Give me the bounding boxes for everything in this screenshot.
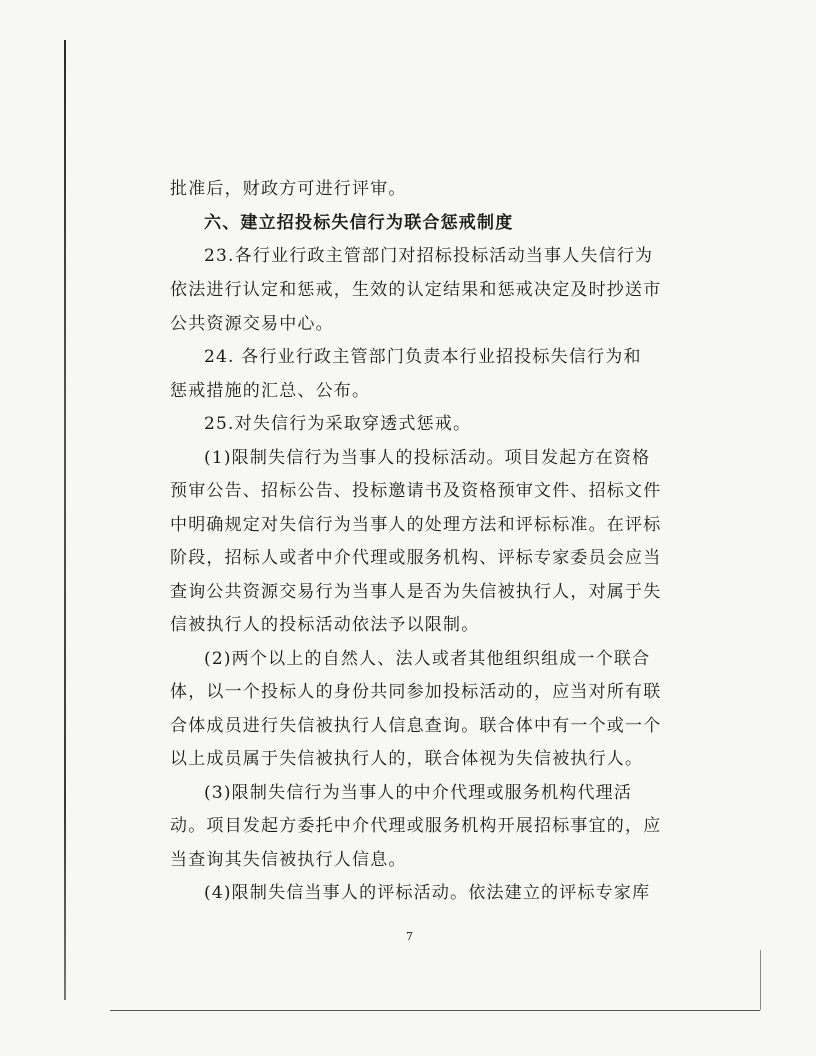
- text-line: 23.各行业行政主管部门对招标投标活动当事人失信行为: [204, 246, 654, 266]
- text-line: 动。项目发起方委托中介代理或服务机构开展招标事宜的，应: [170, 816, 662, 836]
- text-line: 24. 各行业行政主管部门负责本行业招投标失信行为和: [204, 347, 642, 367]
- text-line: 批准后，财政方可进行评审。: [170, 179, 407, 199]
- text-line: (3)限制失信行为当事人的中介代理或服务机构代理活: [204, 783, 633, 803]
- scan-edge-left: [64, 40, 66, 1000]
- text-line: 中明确规定对失信行为当事人的处理方法和评标标准。在评标: [170, 515, 662, 535]
- scan-edge-bottom: [110, 1010, 760, 1011]
- text-line: 公共资源交易中心。: [170, 314, 334, 334]
- text-line: 25.对失信行为采取穿透式惩戒。: [204, 414, 472, 434]
- text-line: (1)限制失信行为当事人的投标活动。项目发起方在资格: [204, 448, 651, 468]
- text-line: 查询公共资源交易行为当事人是否为失信被执行人，对属于失: [170, 582, 662, 602]
- text-line: 阶段，招标人或者中介代理或服务机构、评标专家委员会应当: [170, 548, 662, 568]
- text-line: 信被执行人的投标活动依法予以限制。: [170, 615, 480, 635]
- text-line: 合体成员进行失信被执行人信息查询。联合体中有一个或一个: [170, 716, 662, 736]
- text-line: 体，以一个投标人的身份共同参加投标活动的，应当对所有联: [170, 682, 662, 702]
- section-heading: 六、建立招投标失信行为联合惩戒制度: [204, 213, 514, 233]
- text-line: 预审公告、招标公告、投标邀请书及资格预审文件、招标文件: [170, 481, 662, 501]
- text-line: 依法进行认定和惩戒，生效的认定结果和惩戒决定及时抄送市: [170, 280, 662, 300]
- page-number: 7: [406, 930, 413, 943]
- text-line: 惩戒措施的汇总、公布。: [170, 381, 371, 401]
- text-line: (4)限制失信当事人的评标活动。依法建立的评标专家库: [204, 883, 651, 903]
- text-line: 当查询其失信被执行人信息。: [170, 850, 407, 870]
- text-line: 以上成员属于失信被执行人的，联合体视为失信被执行人。: [170, 749, 644, 769]
- text-line: (2)两个以上的自然人、法人或者其他组织组成一个联合: [204, 649, 651, 669]
- scan-edge-right: [760, 950, 761, 1010]
